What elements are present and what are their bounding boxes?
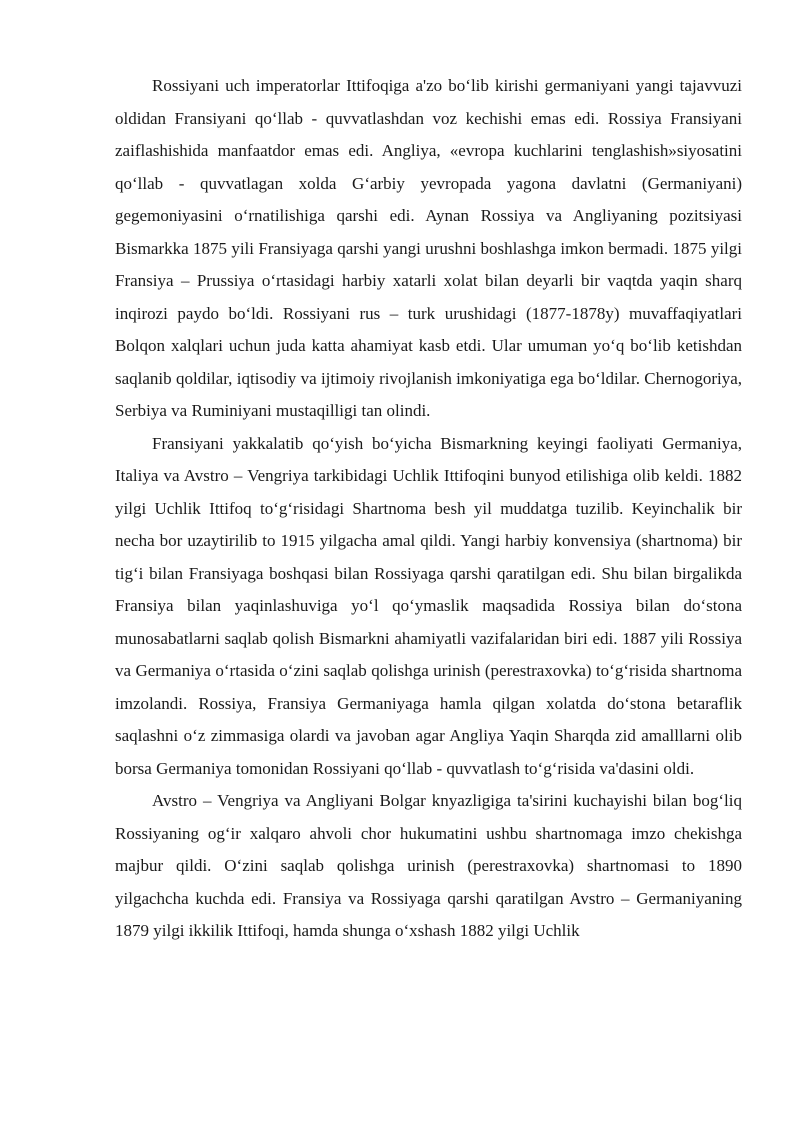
paragraph-1: Rossiyani uch imperatorlar Ittifoqiga a'zo bo‘lib kirishi germaniyani yangi tajavvuzi oldidan Fransiyani qo‘llab - quvvatlashdan voz kechishi emas edi. Rossiya Fransiyani zaiflashishida manfaatdor emas edi. Angliya, «evropa kuchlarini tenglashish»siyosatini qo‘llab - quvvatlagan xolda G‘arbiy yevropada yagona davlatni (Germaniyani) gegemoniyasini o‘rnatilishiga qarshi edi. Aynan Rossiya va Angliyaning pozitsiyasi Bismarkka 1875 yili Fransiyaga qarshi yangi urushni boshlashga imkon bermadi. 1875 yilgi Fransiya – Prussiya o‘rtasidagi harbiy xatarli xolat bilan deyarli bir vaqtda yaqin sharq inqirozi paydo bo‘ldi. Rossiyani rus – turk urushidagi (1877-1878y) muvaffaqiyatlari Bolqon xalqlari uchun juda katta ahamiyat kasb etdi. Ular umuman yo‘q bo‘lib ketishdan saqlanib qoldilar, iqtisodiy va ijtimoiy rivojlanish imkoniyatiga ega bo‘ldilar. Chernogoriya, Serbiya va Ruminiyani mustaqilligi tan olindi.: [115, 76, 742, 420]
document-body: [115, 70, 742, 948]
paragraph-3: Avstro – Vengriya va Angliyani Bolgar knyazligiga ta'sirini kuchayishi bilan bog‘liq Rossiyaning og‘ir xalqaro ahvoli chor hukumatini ushbu shartnomaga imzo chekishga majbur qildi. O‘zini saqlab qolishga urinish (perestraxovka) shartnomasi to 1890 yilgachcha kuchda edi. Fransiya va Rossiyaga qarshi qaratilgan Avstro – Germaniyaning 1879 yilgi ikkilik Ittifoqi, hamda shunga o‘xshash 1882 yilgi Uchlik: [115, 791, 742, 940]
paragraph-2: Fransiyani yakkalatib qo‘yish bo‘yicha Bismarkning keyingi faoliyati Germaniya, Italiya va Avstro – Vengriya tarkibidagi Uchlik Ittifoqini bunyod etilishiga olib keldi. 1882 yilgi Uchlik Ittifoq to‘g‘risidagi Shartnoma besh yil muddatga tuzilib. Keyinchalik bir necha bor uzaytirilib to 1915 yilgacha amal qildi. Yangi harbiy konvensiya (shartnoma) bir tig‘i bilan Fransiyaga boshqasi bilan Rossiyaga qarshi qaratilgan edi. Shu bilan birgalikda Fransiya bilan yaqinlashuviga yo‘l qo‘ymaslik maqsadida Rossiya bilan do‘stona munosabatlarni saqlab qolish Bismarkni ahamiyatli vazifalaridan biri edi. 1887 yili Rossiya va Germaniya o‘rtasida o‘zini saqlab qolishga urinish (perestraxovka) to‘g‘risida shartnoma imzolandi. Rossiya, Fransiya Germaniyaga hamla qilgan xolatda do‘stona betaraflik saqlashni o‘z zimmasiga olardi va javoban agar Angliya Yaqin Sharqda zid amalllarni olib borsa Germaniya tomonidan Rossiyani qo‘llab - quvvatlash to‘g‘risida va'dasini oldi.: [115, 433, 742, 778]
